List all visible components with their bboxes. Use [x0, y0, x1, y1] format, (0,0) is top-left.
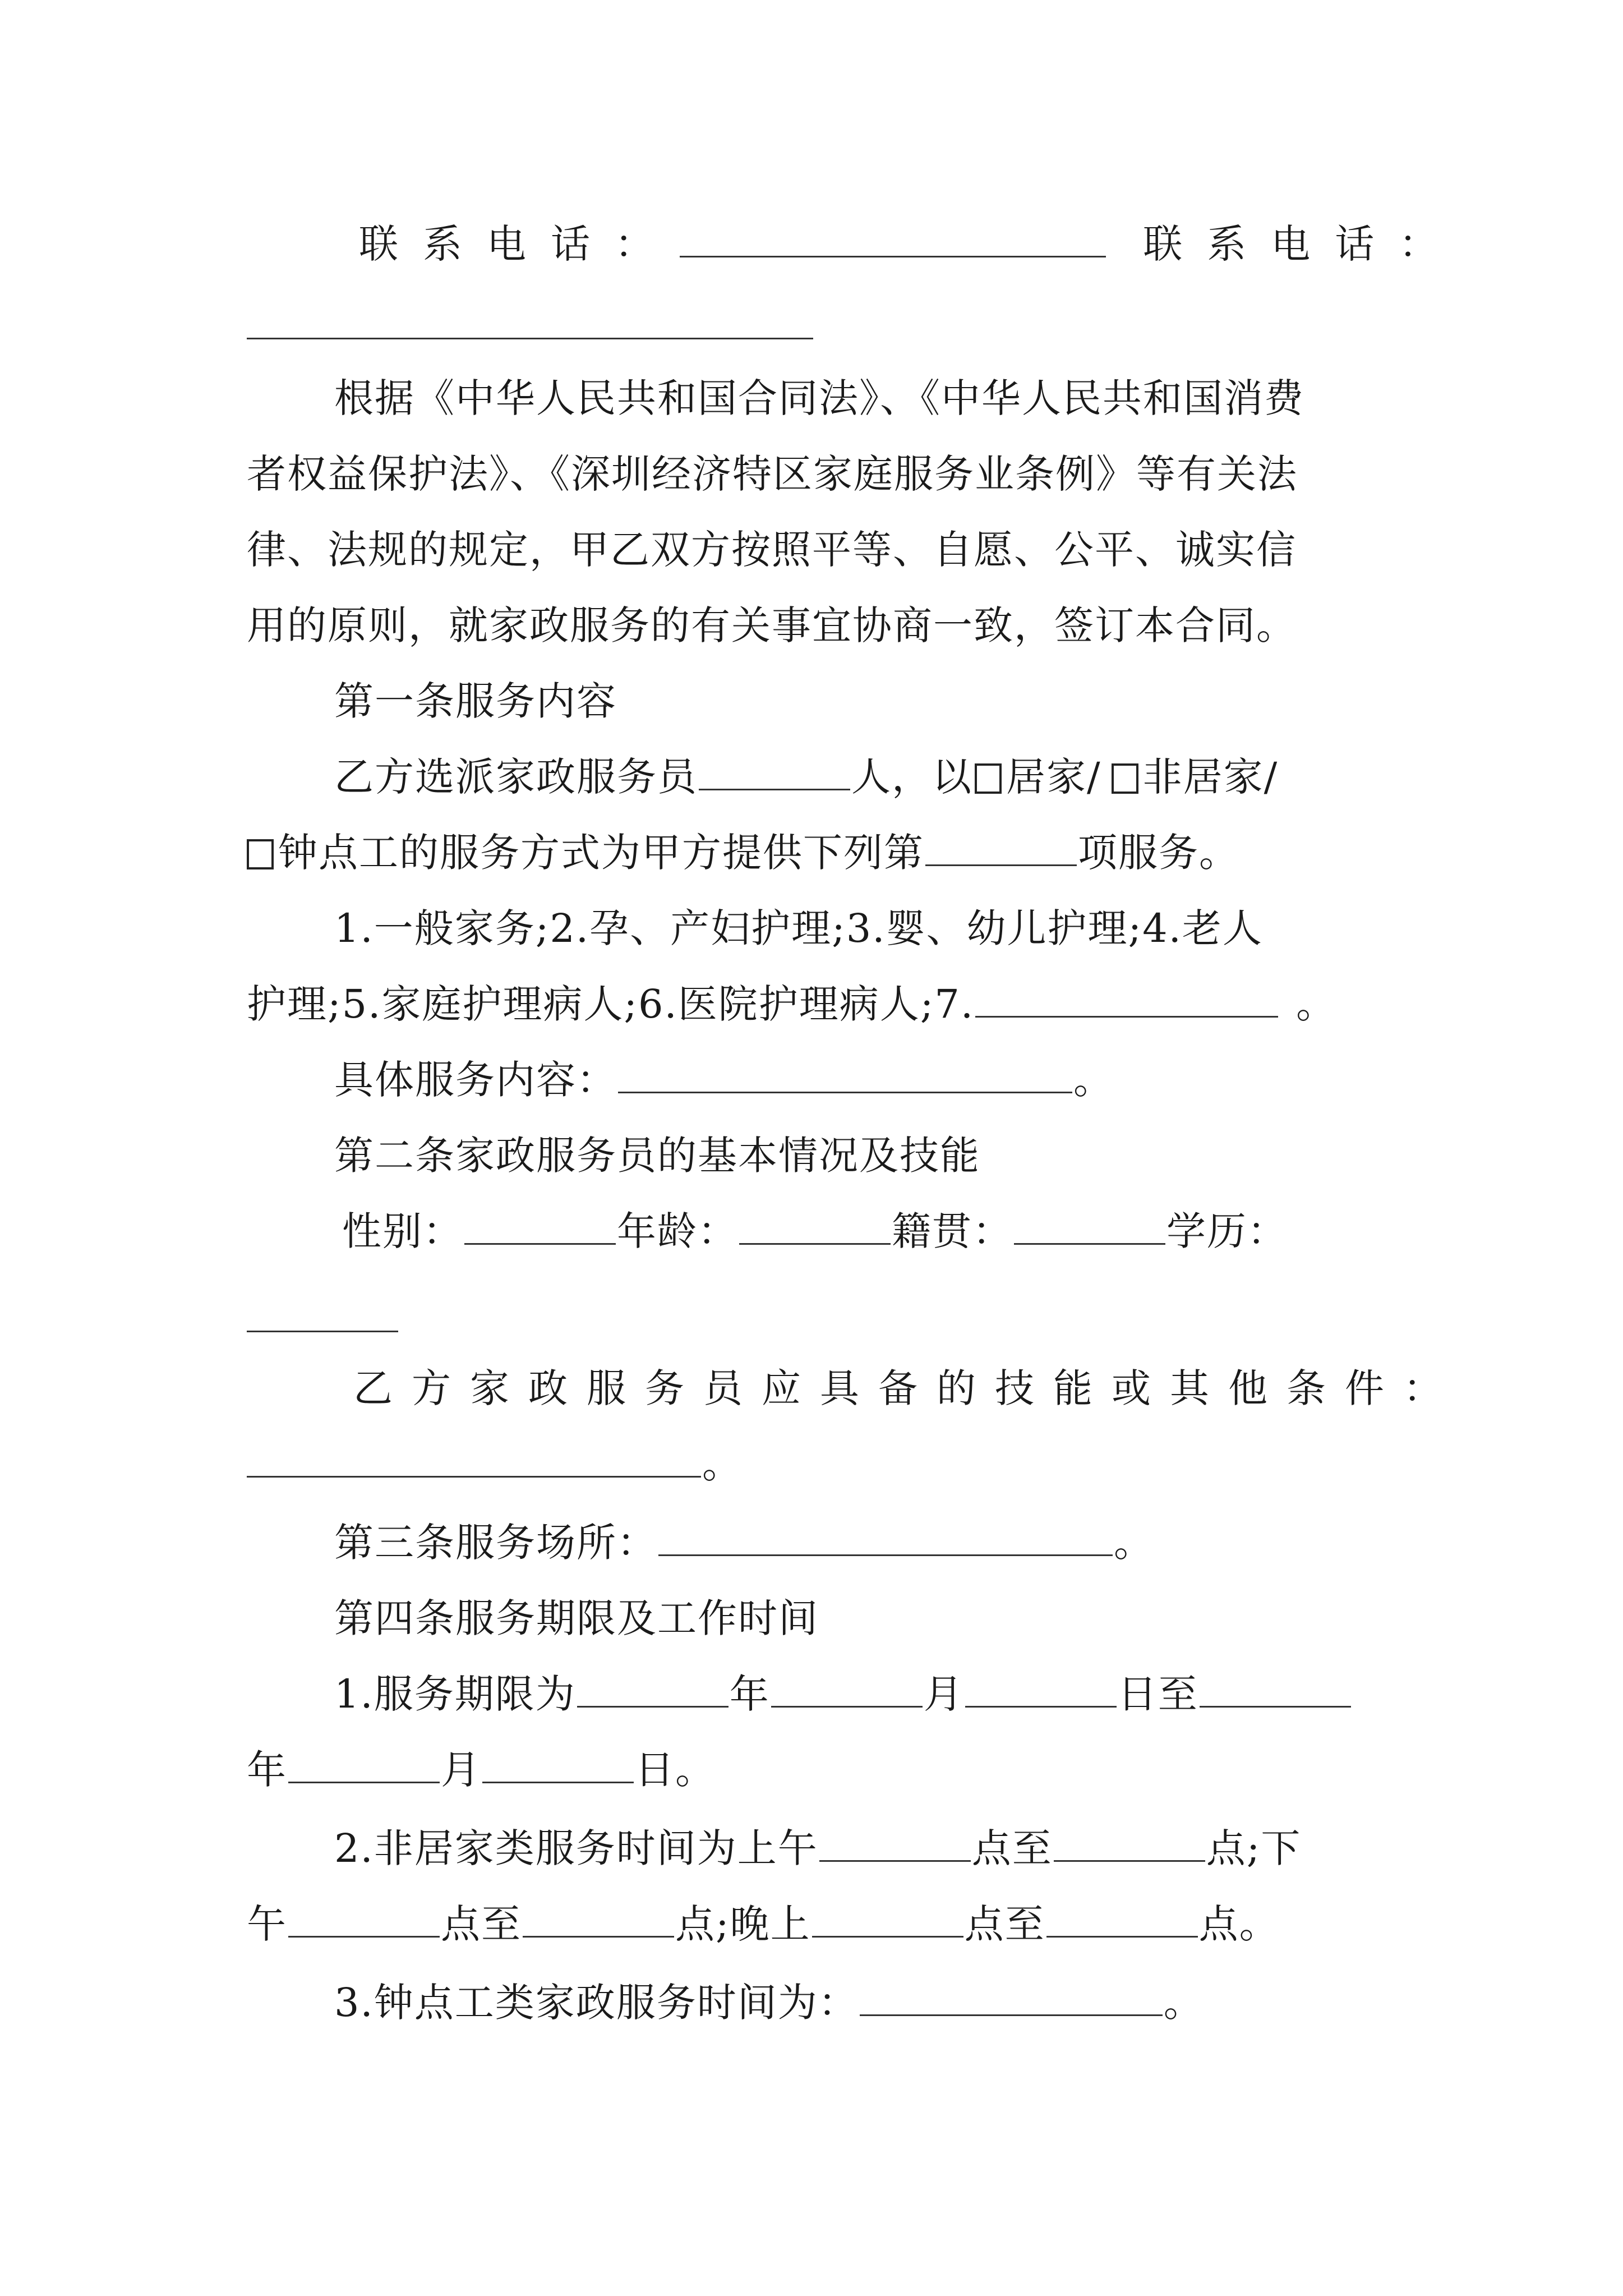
am-start-blank[interactable] — [819, 1857, 971, 1862]
origin-blank[interactable] — [1014, 1240, 1165, 1245]
contact-line — [359, 216, 1463, 272]
article3-label: 第三条服务场所： — [334, 1520, 657, 1566]
hours-line-2 — [247, 1896, 1391, 1952]
pm-to-label: 点至 — [441, 1901, 522, 1947]
start-year-blank[interactable] — [577, 1703, 728, 1708]
article3-end: 。 — [1114, 1520, 1154, 1566]
start-month-blank[interactable] — [771, 1703, 923, 1708]
age-label: 年龄： — [617, 1208, 738, 1254]
am-end-blank[interactable] — [1054, 1857, 1205, 1862]
intro-line-4: 用的原则，就家政服务的有关事宜协商一致，签订本合同。 — [247, 602, 1297, 648]
opt-hourly-label: 钟点工的服务方式为甲方提供下列第 — [278, 830, 924, 876]
hours-prefix: 2.非居家类服务时间为上午 — [334, 1825, 818, 1871]
contact-label-b: 联系电话： — [1143, 221, 1463, 267]
article1-p1-b: 人，以 — [851, 754, 972, 800]
age-blank[interactable] — [739, 1240, 891, 1245]
eve-start-blank[interactable] — [812, 1932, 963, 1938]
hourly-line — [334, 1975, 1391, 2031]
skills-blank[interactable] — [247, 1473, 701, 1478]
detail-label: 具体服务内容： — [334, 1057, 617, 1103]
service-list-2-text: 护理;5.家庭护理病人;6.医院护理病人;7. — [247, 981, 975, 1027]
checkbox-nonhome[interactable] — [1112, 763, 1138, 794]
service-other-blank[interactable] — [975, 1013, 1278, 1018]
service-list-end: 。 — [1296, 981, 1337, 1027]
article1-p1-a: 乙方选派家政服务员 — [334, 754, 698, 800]
term-line-1 — [334, 1666, 1391, 1722]
eve-to-label: 点至 — [964, 1901, 1045, 1947]
hourly-end: 。 — [1163, 1980, 1204, 2026]
end-day-blank[interactable] — [482, 1778, 634, 1783]
education-blank[interactable] — [247, 1331, 398, 1332]
hours-line-1 — [334, 1820, 1391, 1876]
worker-info-line — [342, 1203, 1399, 1259]
article1-p1-cont — [247, 825, 1391, 881]
am-to-label: 点至 — [971, 1825, 1053, 1871]
eve-end-label: 点。 — [1198, 1901, 1280, 1947]
article2-title: 第二条家政服务员的基本情况及技能 — [334, 1133, 980, 1179]
detail-blank[interactable] — [618, 1088, 1072, 1093]
end-year-blank[interactable] — [1200, 1703, 1351, 1708]
afternoon-label: 午 — [247, 1901, 287, 1947]
intro-line-2: 者权益保护法》、《深圳经济特区家庭服务业条例》等有关法 — [247, 451, 1298, 497]
article1-p1 — [334, 749, 1391, 805]
contact-blank-b[interactable] — [247, 338, 813, 339]
gender-label: 性别： — [342, 1208, 463, 1254]
opt-nonhome-label: 非居家/ — [1142, 754, 1279, 800]
hourly-label: 3.钟点工类家政服务时间为： — [334, 1980, 859, 2026]
start-year-label: 年 — [729, 1671, 770, 1717]
education-label: 学历： — [1166, 1208, 1288, 1254]
detail-end: 。 — [1073, 1057, 1114, 1103]
checkbox-home[interactable] — [975, 763, 1002, 794]
origin-label: 籍贯： — [892, 1208, 1013, 1254]
checkbox-hourly[interactable] — [247, 839, 274, 869]
contact-label-a: 联系电话： — [359, 221, 679, 267]
service-list-2 — [247, 976, 1391, 1032]
intro-line-1: 根据《中华人民共和国合同法》、《中华人民共和国消费 — [334, 375, 1304, 421]
end-month-label: 月 — [441, 1747, 481, 1793]
intro-line-3: 律、法规的规定，甲乙双方按照平等、自愿、公平、诚实信 — [247, 527, 1297, 573]
start-month-label: 月 — [923, 1671, 964, 1717]
article1-title: 第一条服务内容 — [334, 678, 617, 724]
eve-end-blank[interactable] — [1046, 1932, 1198, 1938]
opt-home-label: 居家/ — [1006, 754, 1101, 800]
day-to-label: 日至 — [1117, 1671, 1198, 1717]
hourly-blank[interactable] — [860, 2011, 1163, 2016]
service-place-blank[interactable] — [658, 1551, 1113, 1556]
term-prefix: 1.服务期限为 — [334, 1671, 576, 1717]
contact-blank-a[interactable] — [680, 252, 1106, 257]
end-day-label: 日。 — [635, 1747, 716, 1793]
pm-start-blank[interactable] — [288, 1932, 440, 1938]
am-end-label: 点;下 — [1206, 1825, 1302, 1871]
evening-label: 点;晚上 — [675, 1901, 811, 1947]
gender-blank[interactable] — [464, 1240, 616, 1245]
article1-p1-c: 项服务。 — [1078, 830, 1239, 876]
article3-line — [334, 1515, 1391, 1571]
skills-line — [353, 1360, 1461, 1416]
service-items-blank[interactable] — [925, 861, 1077, 866]
skills-line-2 — [247, 1436, 1391, 1492]
service-list-1: 1.一般家务;2.孕、产妇护理;3.婴、幼儿护理;4.老人 — [334, 905, 1263, 951]
start-day-blank[interactable] — [965, 1703, 1117, 1708]
staff-count-blank[interactable] — [699, 785, 850, 790]
pm-end-blank[interactable] — [523, 1932, 674, 1938]
end-month-blank[interactable] — [288, 1778, 440, 1783]
skills-end: 。 — [702, 1441, 743, 1487]
article4-title: 第四条服务期限及工作时间 — [334, 1595, 819, 1641]
detail-line — [334, 1052, 1391, 1108]
end-year-label: 年 — [247, 1747, 287, 1793]
term-line-2 — [247, 1742, 1391, 1798]
skills-label: 乙方家政服务员应具备的技能或其他条件： — [353, 1365, 1461, 1411]
